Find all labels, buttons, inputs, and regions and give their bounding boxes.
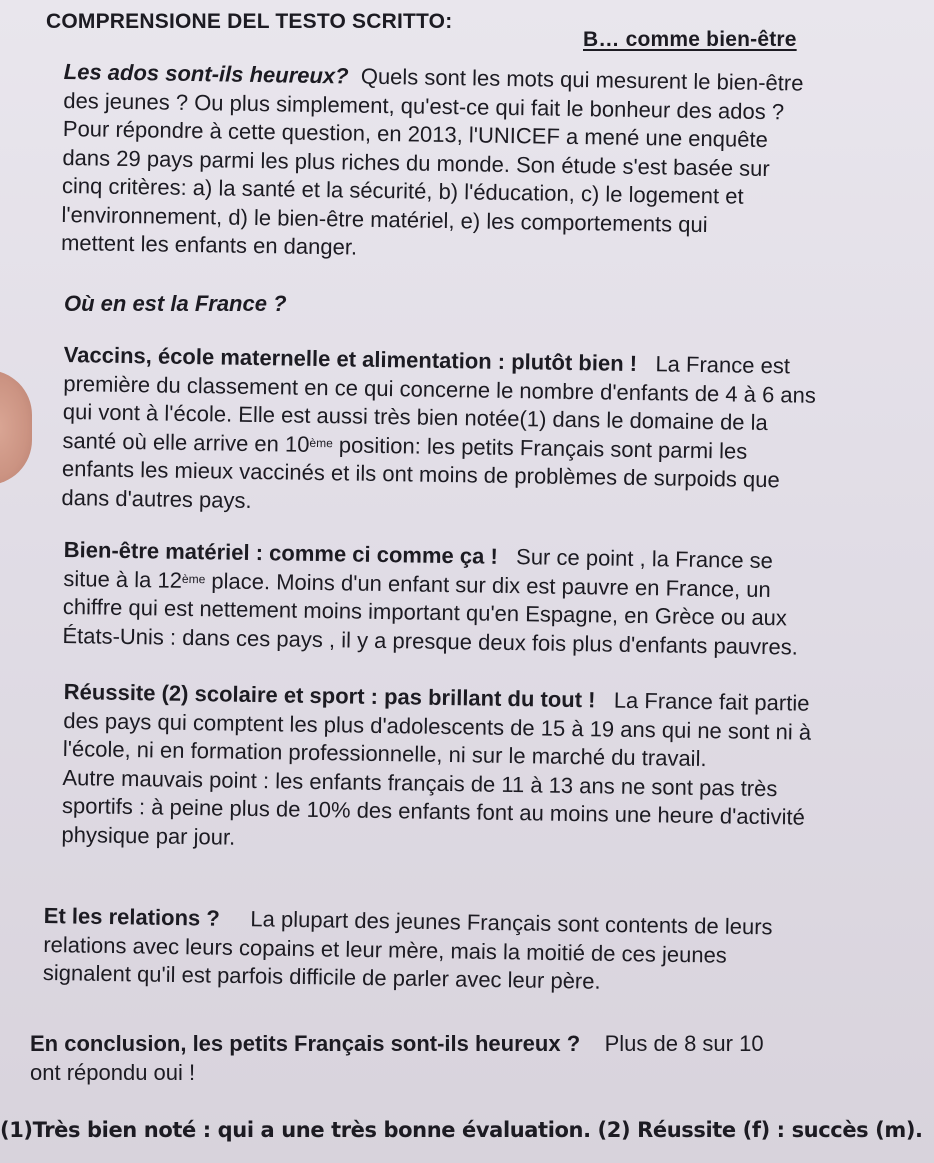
intro-line: mettent les enfants en danger.	[60, 229, 358, 260]
section-line: La France est	[655, 351, 791, 379]
section-line: santé où elle arrive en 10	[62, 427, 310, 457]
section-reussite	[61, 678, 811, 861]
section-reussite-title: Réussite (2) scolaire et sport : pas brillant du tout !	[63, 678, 596, 713]
thumb-photo-artifact	[0, 370, 32, 485]
exercise-level: B… comme bien-être	[583, 28, 797, 51]
intro-paragraph	[61, 58, 804, 269]
conclusion	[30, 1030, 764, 1087]
section-vaccins-title: Vaccins, école maternelle et alimentation : plutôt bien !	[63, 341, 638, 377]
section-line: La plupart des jeunes Français sont contents de leurs	[250, 906, 773, 940]
exercise-title: COMPRENSIONE DEL TESTO SCRITTO:	[46, 10, 453, 33]
section-line: des pays qui comptent les plus d'adolescents de 15 à 19 ans qui ne sont ni à	[63, 707, 812, 745]
intro-line: l'environnement, d) le bien-être matériel, e) les comportements qui	[61, 201, 708, 237]
section-vaccins	[61, 341, 816, 524]
ordinal-suffix: ème	[181, 571, 206, 586]
section-line: l'école, ni en formation professionnelle, ni sur le marché du travail.	[62, 735, 707, 772]
section-line: sportifs : à peine plus de 10% des enfants font au moins une heure d'activité	[61, 792, 805, 830]
section-line: relations avec leurs copains et leur mère, mais la moitié de ces jeunes	[43, 931, 727, 968]
footnote: (1)Très bien noté : qui a une très bonne évaluation. (2) Réussite (f) : succès (m).	[0, 1118, 923, 1142]
intro-line: cinq critères: a) la santé et la sécurité, b) l'éducation, c) le logement et	[61, 172, 744, 209]
section-materiel-title: Bien-être matériel : comme ci comme ça !	[63, 536, 498, 569]
section-line: chiffre qui est nettement moins important qu'en Espagne, en Grèce ou aux	[62, 593, 788, 631]
intro-line: Quels sont les mots qui mesurent le bien-être	[360, 63, 804, 96]
section-line: dans d'autres pays.	[61, 484, 252, 513]
section-line: physique par jour.	[61, 821, 236, 850]
intro-title: Les ados sont-ils heureux?	[63, 58, 349, 89]
conclusion-line: ont répondu oui !	[30, 1059, 196, 1085]
section-line: qui vont à l'école. Elle est aussi très bien notée(1) dans le domaine de la	[62, 398, 768, 436]
section-line: place. Moins d'un enfant sur dix est pauvre en France, un	[205, 567, 771, 602]
section-line: première du classement en ce qui concerne le nombre d'enfants de 4 à 6 ans	[63, 370, 817, 408]
conclusion-line: Plus de 8 sur 10	[604, 1031, 764, 1056]
header	[46, 10, 906, 51]
ordinal-suffix: ème	[309, 435, 333, 450]
section-relations-title: Et les relations ?	[43, 902, 221, 931]
intro-line: des jeunes ? Ou plus simplement, qu'est-ce qui fait le bonheur des ados ?	[63, 87, 785, 124]
section-line: La France fait partie	[613, 687, 810, 716]
section-line: États-Unis : dans ces pays , il y a presque deux fois plus d'enfants pauvres.	[62, 622, 799, 660]
section-relations	[43, 902, 773, 999]
intro-line: Pour répondre à cette question, en 2013, l'UNICEF a mené une enquête	[62, 115, 769, 153]
section-line: Autre mauvais point : les enfants français de 11 à 13 ans ne sont pas très	[62, 764, 778, 801]
section-materiel	[62, 536, 799, 662]
intro-line: dans 29 pays parmi les plus riches du monde. Son étude s'est basée sur	[62, 144, 770, 181]
section-line: situe à la 12	[63, 565, 183, 593]
conclusion-title: En conclusion, les petits Français sont-ils heureux ?	[30, 1031, 581, 1056]
section-line: position: les petits Français sont parmi les	[332, 431, 748, 464]
section-line: signalent qu'il est parfois difficile de parler avec leur père.	[42, 959, 601, 994]
section-line: Sur ce point , la France se	[515, 544, 774, 574]
section-line: enfants les mieux vaccinés et ils ont moins de problèmes de surpoids que	[61, 455, 780, 493]
question-france: Où en est la France ?	[64, 291, 287, 316]
